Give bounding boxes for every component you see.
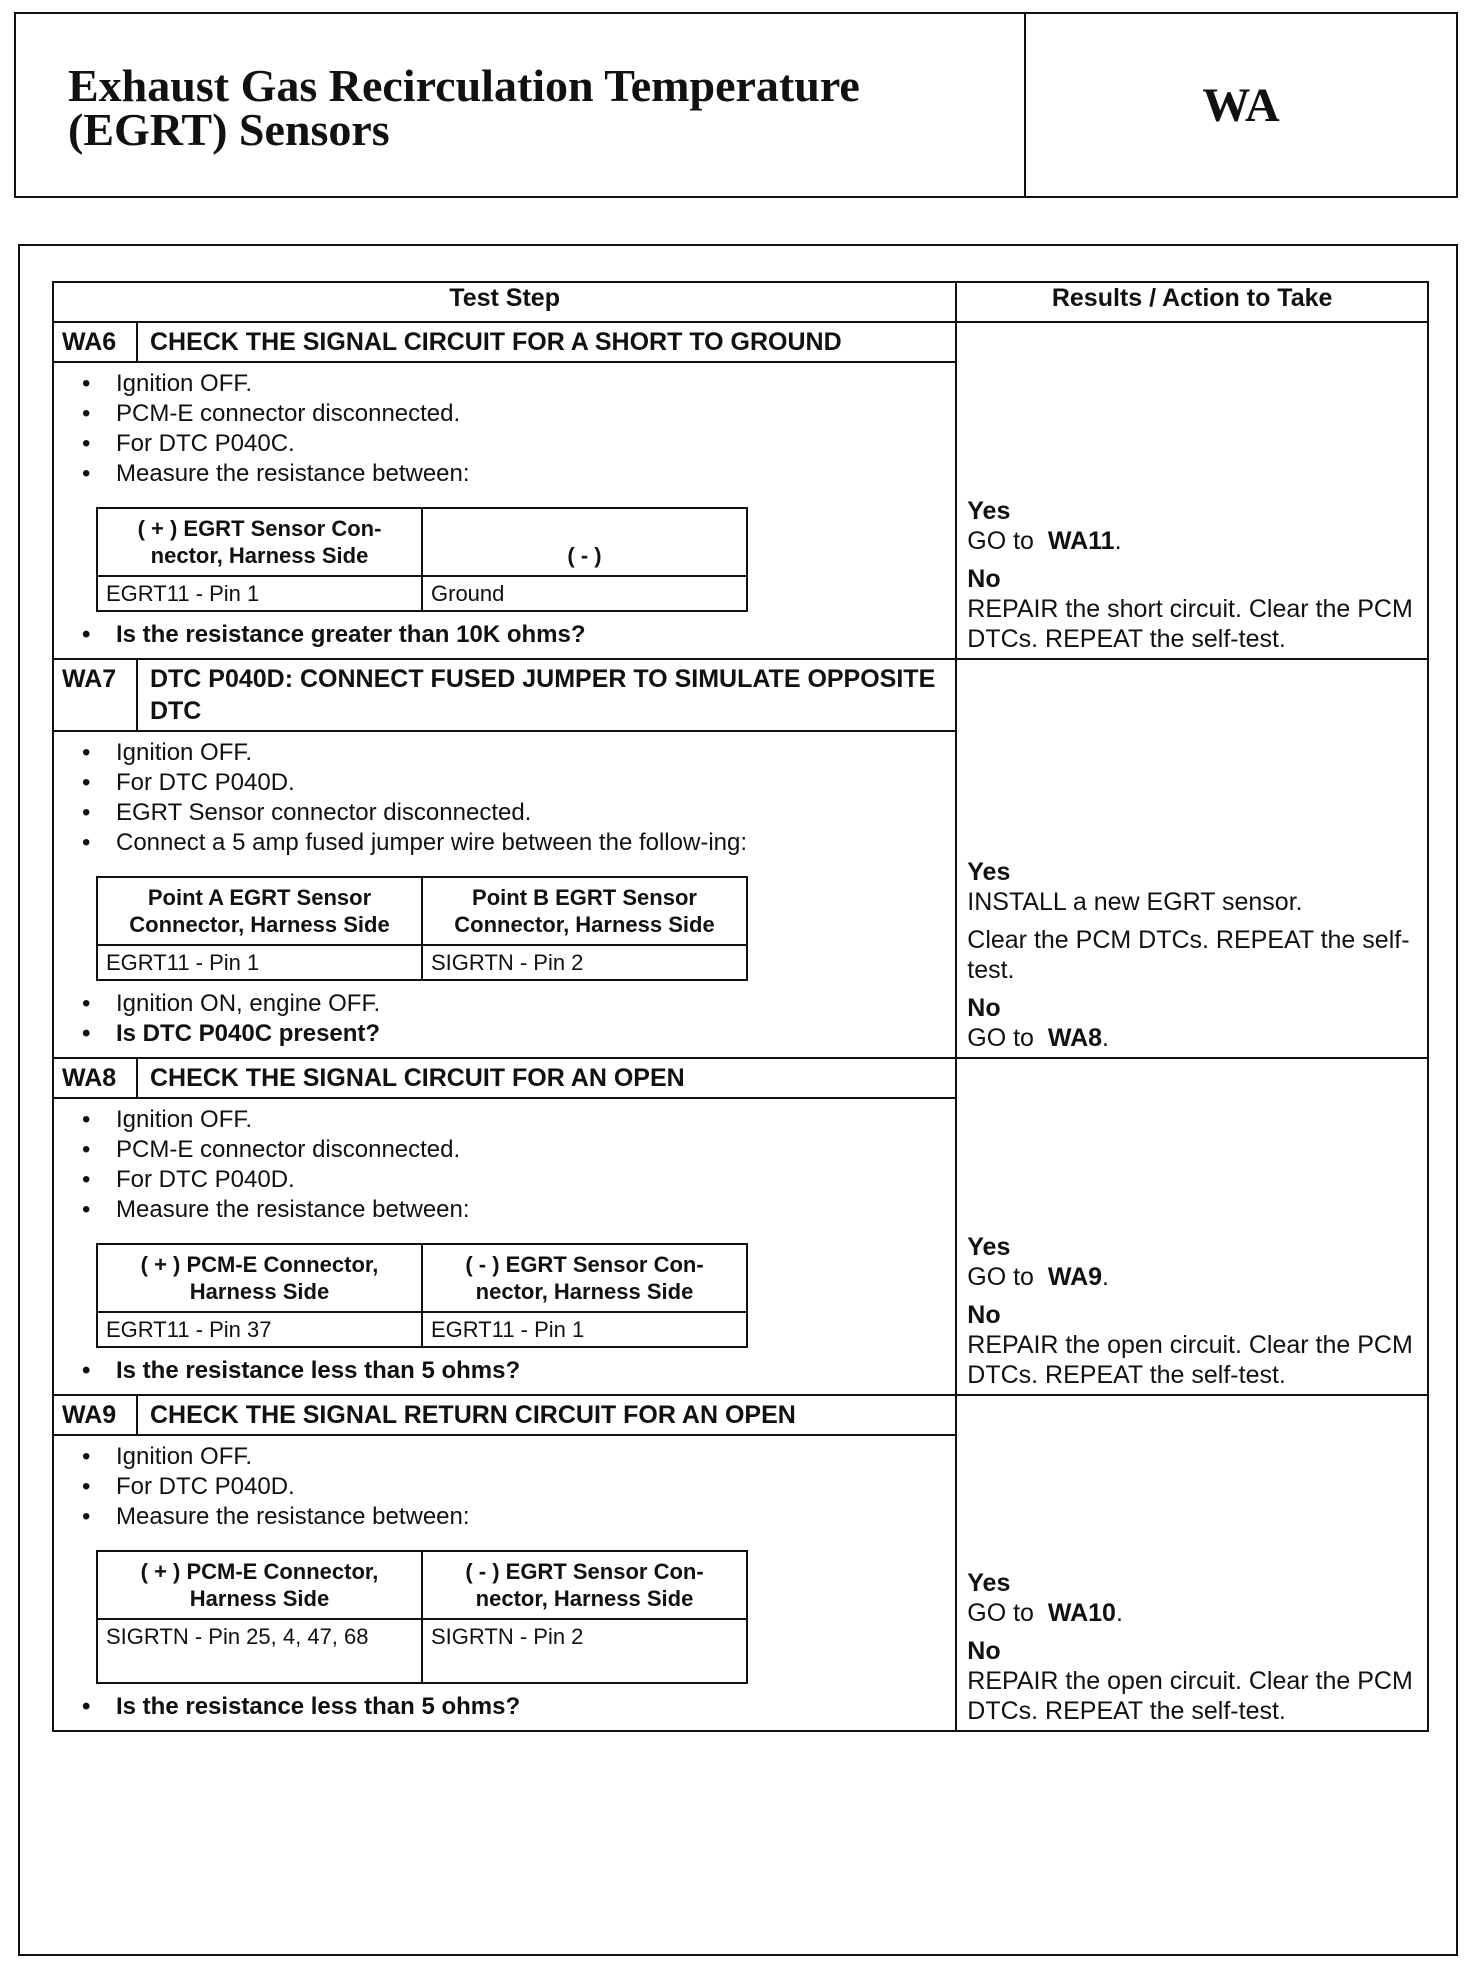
list-item: • Ignition ON, engine OFF.	[68, 989, 945, 1019]
meas-header: ( + ) PCM-E Connector, Harness Side	[97, 1551, 422, 1619]
meas-header: ( - ) EGRT Sensor Con-nector, Harness Side	[422, 1551, 747, 1619]
measurement-table	[96, 507, 748, 612]
yes-label: Yes	[967, 497, 1011, 525]
yes-label: Yes	[967, 1233, 1011, 1261]
step-title: DTC P040D: CONNECT FUSED JUMPER TO SIMULATE OPPOSITE DTC	[137, 659, 956, 731]
step-body	[53, 731, 956, 1058]
step-question-list	[68, 1356, 945, 1386]
meas-header: ( - )	[422, 508, 747, 576]
step-wa8-title-row	[53, 1058, 1428, 1098]
jumper-table	[96, 876, 748, 981]
goto-link[interactable]: WA10	[1047, 1599, 1116, 1627]
list-item: • For DTC P040D.	[68, 768, 945, 798]
meas-value: SIGRTN - Pin 2	[422, 945, 747, 980]
step-question: • Is the resistance less than 5 ohms?	[68, 1692, 945, 1722]
goto-link[interactable]: WA11	[1047, 527, 1115, 555]
no-label: No	[967, 565, 1001, 593]
step-bullets	[68, 369, 945, 489]
step-wa6-title-row	[53, 322, 1428, 362]
meas-header: ( - ) EGRT Sensor Con-nector, Harness Side	[422, 1244, 747, 1312]
no-action: GO to WA8.	[967, 1024, 1109, 1052]
no-label: No	[967, 1301, 1001, 1329]
list-item: • Ignition OFF.	[68, 369, 945, 399]
test-step-table	[52, 281, 1429, 1732]
step-title: CHECK THE SIGNAL CIRCUIT FOR A SHORT TO GROUND	[137, 322, 956, 362]
list-item: • For DTC P040D.	[68, 1165, 945, 1195]
yes-action: GO to WA11.	[967, 527, 1122, 555]
list-item: • Ignition OFF.	[68, 1105, 945, 1135]
list-item: • For DTC P040D.	[68, 1472, 945, 1502]
step-question-list	[68, 989, 945, 1049]
step-body	[53, 1098, 956, 1395]
col-header-results: Results / Action to Take	[956, 282, 1428, 322]
step-id: WA7	[53, 659, 137, 731]
title-line-1: Exhaust Gas Recirculation Temperature	[68, 60, 860, 111]
yes-action: GO to WA9.	[967, 1263, 1109, 1291]
step-bullets	[68, 1442, 945, 1532]
list-item: • PCM-E connector disconnected.	[68, 1135, 945, 1165]
yes-text: GO to	[967, 1263, 1034, 1291]
no-text: GO to	[967, 1024, 1034, 1052]
step-question: • Is DTC P040C present?	[68, 1019, 945, 1049]
yes-action: INSTALL a new EGRT sensor.	[967, 888, 1303, 916]
list-item: • For DTC P040C.	[68, 429, 945, 459]
goto-link[interactable]: WA9	[1047, 1263, 1103, 1291]
no-label: No	[967, 994, 1001, 1022]
yes-action: GO to WA10.	[967, 1599, 1123, 1627]
goto-link[interactable]: WA8	[1047, 1024, 1103, 1052]
meas-header: ( + ) EGRT Sensor Con-nector, Harness Side	[97, 508, 422, 576]
step-results	[956, 1058, 1428, 1395]
meas-value: EGRT11 - Pin 1	[97, 945, 422, 980]
list-item: • Measure the resistance between:	[68, 459, 945, 489]
step-question: • Is the resistance greater than 10K ohms?	[68, 620, 945, 650]
measurement-table	[96, 1243, 748, 1348]
yes-action-2: Clear the PCM DTCs. REPEAT the self-test.	[967, 926, 1410, 984]
page-header	[14, 12, 1458, 198]
step-results	[956, 659, 1428, 1058]
yes-text: GO to	[967, 527, 1034, 555]
col-header-test-step: Test Step	[53, 282, 956, 322]
meas-header: ( + ) PCM-E Connector, Harness Side	[97, 1244, 422, 1312]
step-bullets	[68, 1105, 945, 1225]
list-item: • EGRT Sensor connector disconnected.	[68, 798, 945, 828]
step-results	[956, 1395, 1428, 1731]
list-item: • Measure the resistance between:	[68, 1195, 945, 1225]
list-item: • Connect a 5 amp fused jumper wire between the follow-ing:	[68, 828, 945, 858]
meas-value: Ground	[422, 576, 747, 611]
step-title: CHECK THE SIGNAL CIRCUIT FOR AN OPEN	[137, 1058, 956, 1098]
step-body	[53, 362, 956, 659]
step-wa7-title-row	[53, 659, 1428, 731]
section-code: WA	[1202, 78, 1280, 132]
no-action: REPAIR the open circuit. Clear the PCM DTCs. REPEAT the self-test.	[967, 1667, 1413, 1725]
step-question: • Is the resistance less than 5 ohms?	[68, 1356, 945, 1386]
title-line-2: (EGRT) Sensors	[68, 104, 390, 155]
meas-value: EGRT11 - Pin 1	[97, 576, 422, 611]
step-question-list	[68, 1692, 945, 1722]
step-id: WA8	[53, 1058, 137, 1098]
measurement-table	[96, 1550, 748, 1684]
list-item: • PCM-E connector disconnected.	[68, 399, 945, 429]
yes-text: GO to	[967, 1599, 1034, 1627]
yes-label: Yes	[967, 858, 1011, 886]
page-title	[16, 14, 1026, 196]
list-item: • Ignition OFF.	[68, 738, 945, 768]
step-results	[956, 322, 1428, 659]
meas-header: Point A EGRT Sensor Connector, Harness Side	[97, 877, 422, 945]
meas-header: Point B EGRT Sensor Connector, Harness Side	[422, 877, 747, 945]
meas-value: SIGRTN - Pin 2	[422, 1619, 747, 1683]
table-header-row	[53, 282, 1428, 322]
no-action: REPAIR the short circuit. Clear the PCM DTCs. REPEAT the self-test.	[967, 595, 1413, 653]
step-wa9-title-row	[53, 1395, 1428, 1435]
step-title: CHECK THE SIGNAL RETURN CIRCUIT FOR AN OPEN	[137, 1395, 956, 1435]
no-label: No	[967, 1637, 1001, 1665]
step-body	[53, 1435, 956, 1731]
list-item: • Ignition OFF.	[68, 1442, 945, 1472]
meas-value: EGRT11 - Pin 1	[422, 1312, 747, 1347]
step-bullets	[68, 738, 945, 858]
no-action: REPAIR the open circuit. Clear the PCM DTCs. REPEAT the self-test.	[967, 1331, 1413, 1389]
meas-value: EGRT11 - Pin 37	[97, 1312, 422, 1347]
step-question-list	[68, 620, 945, 650]
meas-value: SIGRTN - Pin 25, 4, 47, 68	[97, 1619, 422, 1683]
yes-label: Yes	[967, 1569, 1011, 1597]
list-item: • Measure the resistance between:	[68, 1502, 945, 1532]
step-id: WA6	[53, 322, 137, 362]
step-id: WA9	[53, 1395, 137, 1435]
